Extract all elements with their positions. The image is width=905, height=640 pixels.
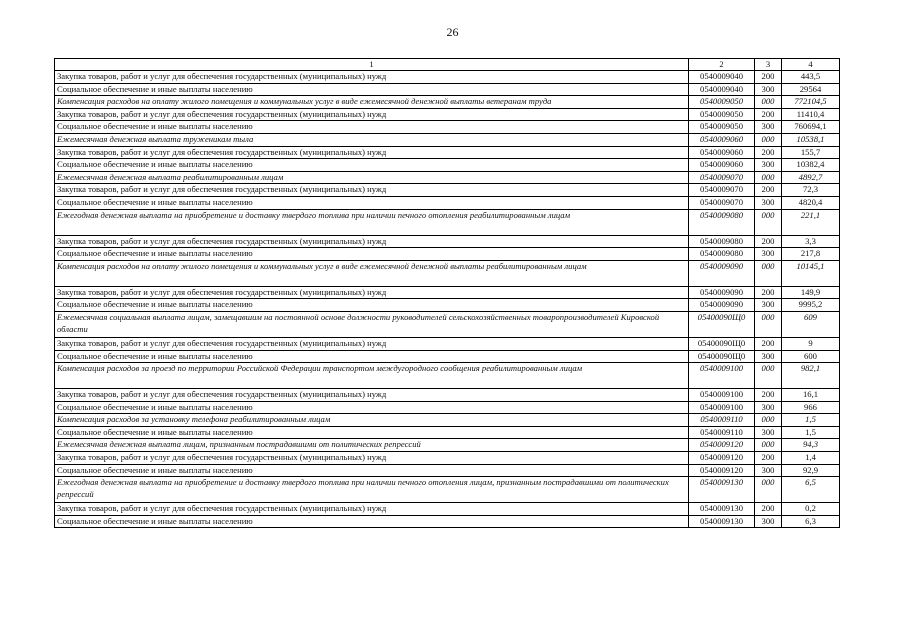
row-code-cell: 05400090Щ0 [689, 311, 755, 337]
row-code-cell: 0540009050 [689, 121, 755, 134]
row-kind-cell: 000 [755, 439, 782, 452]
row-kind-cell: 000 [755, 363, 782, 389]
row-kind-cell: 300 [755, 196, 782, 209]
row-code-cell: 0540009090 [689, 260, 755, 286]
table-row [55, 133, 840, 146]
row-name-cell: Ежемесячная социальная выплата лицам, замещавшим на постоянной основе должности руководителей сельскохозяйственных товаропроизводителей Кировской области [55, 311, 689, 337]
table-row [55, 464, 840, 477]
row-name-cell: Ежегодная денежная выплата на приобретение и доставку твердого топлива при наличии печного отопления лицам, признанным пострадавшими от политических репрессий [55, 477, 689, 503]
row-kind-cell: 200 [755, 503, 782, 516]
row-kind-cell: 300 [755, 299, 782, 312]
row-amount-cell: 92,9 [782, 464, 840, 477]
row-name-cell: Компенсация расходов на оплату жилого помещения и коммунальных услуг в виде ежемесячной денежной выплаты реабилитированным лицам [55, 260, 689, 286]
row-amount-cell: 6,5 [782, 477, 840, 503]
row-kind-cell: 000 [755, 133, 782, 146]
row-amount-cell: 10382,4 [782, 159, 840, 172]
table-row [55, 108, 840, 121]
table-row [55, 83, 840, 96]
row-name-cell: Закупка товаров, работ и услуг для обеспечения государственных (муниципальных) нужд [55, 503, 689, 516]
row-kind-cell: 300 [755, 464, 782, 477]
table-row [55, 515, 840, 528]
row-amount-cell: 966 [782, 401, 840, 414]
row-code-cell: 0540009080 [689, 209, 755, 235]
table-row [55, 159, 840, 172]
row-code-cell: 0540009110 [689, 426, 755, 439]
row-name-cell: Социальное обеспечение и иные выплаты населению [55, 121, 689, 134]
row-code-cell: 0540009130 [689, 503, 755, 516]
table-body [55, 71, 840, 528]
row-amount-cell: 16,1 [782, 389, 840, 402]
row-name-cell: Закупка товаров, работ и услуг для обеспечения государственных (муниципальных) нужд [55, 337, 689, 350]
row-amount-cell: 217,8 [782, 248, 840, 261]
table-row [55, 401, 840, 414]
row-name-cell: Закупка товаров, работ и услуг для обеспечения государственных (муниципальных) нужд [55, 452, 689, 465]
row-amount-cell: 4892,7 [782, 171, 840, 184]
row-code-cell: 0540009040 [689, 71, 755, 84]
row-amount-cell: 4820,4 [782, 196, 840, 209]
table-row [55, 414, 840, 427]
table-row [55, 171, 840, 184]
row-code-cell: 0540009110 [689, 414, 755, 427]
table-row [55, 426, 840, 439]
row-kind-cell: 200 [755, 452, 782, 465]
row-code-cell: 0540009070 [689, 196, 755, 209]
row-code-cell: 0540009070 [689, 171, 755, 184]
row-name-cell: Закупка товаров, работ и услуг для обеспечения государственных (муниципальных) нужд [55, 184, 689, 197]
row-name-cell: Социальное обеспечение и иные выплаты населению [55, 464, 689, 477]
row-kind-cell: 000 [755, 311, 782, 337]
row-amount-cell: 772104,5 [782, 96, 840, 109]
row-name-cell: Социальное обеспечение и иные выплаты населению [55, 350, 689, 363]
row-amount-cell: 94,3 [782, 439, 840, 452]
row-kind-cell: 000 [755, 171, 782, 184]
row-kind-cell: 300 [755, 159, 782, 172]
row-code-cell: 0540009120 [689, 452, 755, 465]
table-row [55, 248, 840, 261]
row-name-cell: Закупка товаров, работ и услуг для обеспечения государственных (муниципальных) нужд [55, 389, 689, 402]
row-kind-cell: 300 [755, 83, 782, 96]
row-name-cell: Закупка товаров, работ и услуг для обеспечения государственных (муниципальных) нужд [55, 146, 689, 159]
table-row [55, 260, 840, 286]
row-amount-cell: 221,1 [782, 209, 840, 235]
row-name-cell: Социальное обеспечение и иные выплаты населению [55, 515, 689, 528]
row-name-cell: Компенсация расходов на оплату жилого помещения и коммунальных услуг в виде ежемесячной денежной выплаты ветеранам труда [55, 96, 689, 109]
row-name-cell: Ежемесячная денежная выплата труженикам тыла [55, 133, 689, 146]
row-amount-cell: 149,9 [782, 286, 840, 299]
row-name-cell: Закупка товаров, работ и услуг для обеспечения государственных (муниципальных) нужд [55, 108, 689, 121]
column-header-code: 2 [689, 59, 755, 71]
row-code-cell: 0540009120 [689, 439, 755, 452]
row-amount-cell: 72,3 [782, 184, 840, 197]
table-row [55, 503, 840, 516]
row-name-cell: Социальное обеспечение и иные выплаты населению [55, 401, 689, 414]
row-amount-cell: 1,5 [782, 426, 840, 439]
table-row [55, 439, 840, 452]
row-amount-cell: 760694,1 [782, 121, 840, 134]
row-code-cell: 0540009040 [689, 83, 755, 96]
table-row [55, 286, 840, 299]
table-row [55, 235, 840, 248]
table-row [55, 389, 840, 402]
column-header-name: 1 [55, 59, 689, 71]
row-kind-cell: 000 [755, 477, 782, 503]
budget-table [54, 58, 840, 528]
row-amount-cell: 3,3 [782, 235, 840, 248]
row-amount-cell: 10145,1 [782, 260, 840, 286]
row-name-cell: Социальное обеспечение и иные выплаты населению [55, 83, 689, 96]
row-code-cell: 0540009090 [689, 286, 755, 299]
row-kind-cell: 200 [755, 184, 782, 197]
row-code-cell: 0540009050 [689, 108, 755, 121]
row-code-cell: 0540009100 [689, 389, 755, 402]
row-kind-cell: 000 [755, 414, 782, 427]
row-name-cell: Ежемесячная денежная выплата реабилитированным лицам [55, 171, 689, 184]
table-row [55, 337, 840, 350]
row-kind-cell: 200 [755, 146, 782, 159]
row-kind-cell: 300 [755, 121, 782, 134]
row-code-cell: 0540009080 [689, 248, 755, 261]
row-kind-cell: 300 [755, 248, 782, 261]
table-row [55, 350, 840, 363]
row-name-cell: Закупка товаров, работ и услуг для обеспечения государственных (муниципальных) нужд [55, 286, 689, 299]
row-amount-cell: 11410,4 [782, 108, 840, 121]
row-amount-cell: 0,2 [782, 503, 840, 516]
row-name-cell: Социальное обеспечение и иные выплаты населению [55, 248, 689, 261]
row-kind-cell: 300 [755, 426, 782, 439]
row-code-cell: 0540009070 [689, 184, 755, 197]
row-name-cell: Социальное обеспечение и иные выплаты населению [55, 299, 689, 312]
row-name-cell: Компенсация расходов за установку телефона реабилитированным лицам [55, 414, 689, 427]
column-header-amount: 4 [782, 59, 840, 71]
row-code-cell: 0540009130 [689, 515, 755, 528]
table-row [55, 363, 840, 389]
row-code-cell: 0540009120 [689, 464, 755, 477]
row-code-cell: 0540009060 [689, 146, 755, 159]
row-name-cell: Социальное обеспечение и иные выплаты населению [55, 196, 689, 209]
row-amount-cell: 9 [782, 337, 840, 350]
table-row [55, 146, 840, 159]
row-code-cell: 05400090Щ0 [689, 337, 755, 350]
row-kind-cell: 200 [755, 108, 782, 121]
table-row [55, 299, 840, 312]
row-name-cell: Закупка товаров, работ и услуг для обеспечения государственных (муниципальных) нужд [55, 235, 689, 248]
table-row [55, 96, 840, 109]
table-row [55, 71, 840, 84]
row-kind-cell: 300 [755, 401, 782, 414]
row-name-cell: Компенсация расходов за проезд по территории Российской Федерации транспортом междугородного сообщения реабилитированным лицам [55, 363, 689, 389]
row-kind-cell: 300 [755, 515, 782, 528]
table-header-row [55, 59, 840, 71]
row-code-cell: 05400090Щ0 [689, 350, 755, 363]
row-code-cell: 0540009050 [689, 96, 755, 109]
row-kind-cell: 200 [755, 286, 782, 299]
row-name-cell: Социальное обеспечение и иные выплаты населению [55, 426, 689, 439]
table-row [55, 311, 840, 337]
row-code-cell: 0540009060 [689, 133, 755, 146]
table-row [55, 121, 840, 134]
row-kind-cell: 200 [755, 337, 782, 350]
row-amount-cell: 1,5 [782, 414, 840, 427]
row-amount-cell: 982,1 [782, 363, 840, 389]
row-kind-cell: 200 [755, 71, 782, 84]
row-kind-cell: 300 [755, 350, 782, 363]
column-header-kind: 3 [755, 59, 782, 71]
row-amount-cell: 609 [782, 311, 840, 337]
row-name-cell: Ежемесячная денежная выплата лицам, признанным пострадавшими от политических репрессий [55, 439, 689, 452]
row-code-cell: 0540009080 [689, 235, 755, 248]
row-name-cell: Социальное обеспечение и иные выплаты населению [55, 159, 689, 172]
row-amount-cell: 10538,1 [782, 133, 840, 146]
page-number: 26 [446, 25, 459, 39]
table-row [55, 196, 840, 209]
table-row [55, 452, 840, 465]
table-row [55, 209, 840, 235]
row-kind-cell: 000 [755, 209, 782, 235]
row-code-cell: 0540009100 [689, 401, 755, 414]
row-kind-cell: 200 [755, 389, 782, 402]
row-name-cell: Ежегодная денежная выплата на приобретение и доставку твердого топлива при наличии печного отопления реабилитированным лицам [55, 209, 689, 235]
row-amount-cell: 9995,2 [782, 299, 840, 312]
row-code-cell: 0540009060 [689, 159, 755, 172]
row-amount-cell: 155,7 [782, 146, 840, 159]
row-kind-cell: 000 [755, 260, 782, 286]
row-amount-cell: 29564 [782, 83, 840, 96]
table-row [55, 477, 840, 503]
row-name-cell: Закупка товаров, работ и услуг для обеспечения государственных (муниципальных) нужд [55, 71, 689, 84]
row-kind-cell: 000 [755, 96, 782, 109]
row-kind-cell: 200 [755, 235, 782, 248]
row-amount-cell: 600 [782, 350, 840, 363]
row-amount-cell: 6,3 [782, 515, 840, 528]
row-amount-cell: 1,4 [782, 452, 840, 465]
row-code-cell: 0540009090 [689, 299, 755, 312]
row-code-cell: 0540009100 [689, 363, 755, 389]
row-code-cell: 0540009130 [689, 477, 755, 503]
row-amount-cell: 443,5 [782, 71, 840, 84]
table-row [55, 184, 840, 197]
